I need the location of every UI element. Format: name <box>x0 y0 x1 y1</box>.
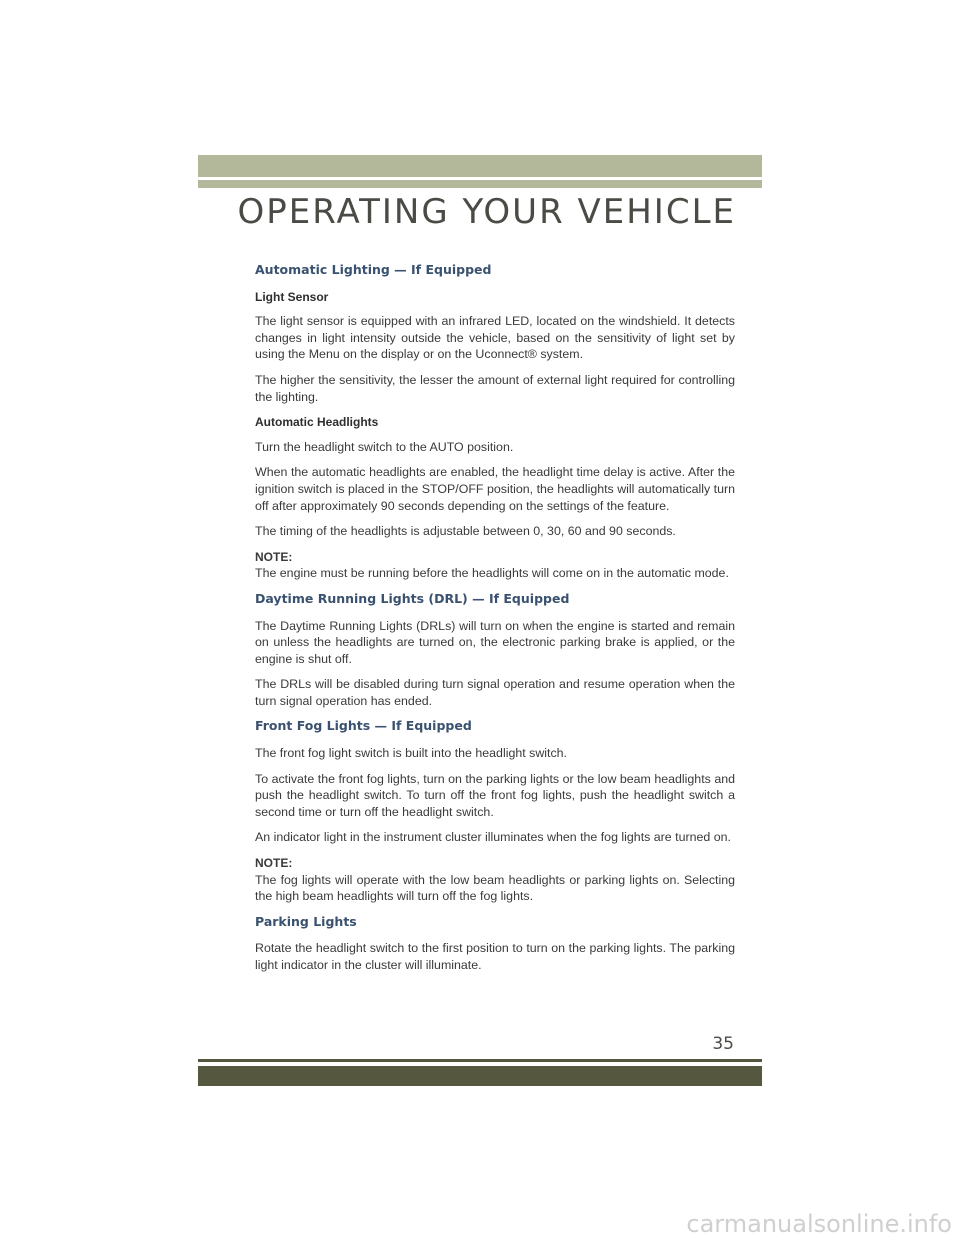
heading-drl: Daytime Running Lights (DRL) — If Equipped <box>255 590 570 606</box>
paragraph: When the automatic headlights are enabled, the headlight time delay is active. After the ignition switch is placed in the STOP/OFF position, the headlights will automatically turn off after approximately 90 seconds depending on the settings of the feature. <box>255 465 735 513</box>
note-text: The fog lights will operate with the low beam headlights or parking lights on. Selecting the high beam headlights will turn off the fog lights. <box>255 872 735 904</box>
subheading-light-sensor: Light Sensor <box>255 289 329 304</box>
note-block <box>255 855 735 905</box>
heading-automatic-lighting: Automatic Lighting — If Equipped <box>255 262 492 277</box>
watermark: carmanualsonline.info <box>686 1210 952 1238</box>
paragraph: The higher the sensitivity, the lesser the amount of external light required for controlling the lighting. <box>255 372 735 404</box>
note-label: NOTE: <box>255 856 293 871</box>
note-label: NOTE: <box>255 549 293 564</box>
header-band <box>198 155 762 177</box>
paragraph: An indicator light in the instrument cluster illuminates when the fog lights are turned on. <box>255 830 731 845</box>
note-block <box>255 549 735 582</box>
paragraph: The front fog light switch is built into the headlight switch. <box>255 746 567 761</box>
heading-front-fog-lights: Front Fog Lights — If Equipped <box>255 718 472 734</box>
paragraph: Turn the headlight switch to the AUTO position. <box>255 439 514 454</box>
page-content <box>255 262 735 983</box>
note-text: The engine must be running before the headlights will come on in the automatic mode. <box>255 566 729 581</box>
paragraph: The DRLs will be disabled during turn signal operation and resume operation when the turn signal operation has ended. <box>255 677 735 708</box>
paragraph: The Daytime Running Lights (DRLs) will turn on when the engine is started and remain on unless the headlights are turned on, the electronic parking brake is applied, or the engine is shut off. <box>255 618 735 666</box>
footer-rule <box>198 1059 762 1062</box>
heading-parking-lights: Parking Lights <box>255 913 357 929</box>
header-rule <box>198 180 762 188</box>
paragraph: To activate the front fog lights, turn on the parking lights or the low beam headlights and push the headlight switch. To turn off the front fog lights, push the headlight switch a second time or turn off the headlight switch. <box>255 771 735 819</box>
page-number: 35 <box>712 1034 734 1054</box>
page-section-title: OPERATING YOUR VEHICLE <box>237 192 736 232</box>
subheading-automatic-headlights: Automatic Headlights <box>255 415 379 430</box>
paragraph: Rotate the headlight switch to the first position to turn on the parking lights. The parking light indicator in the cluster will illuminate. <box>255 941 735 972</box>
footer-band <box>198 1066 762 1086</box>
paragraph: The timing of the headlights is adjustable between 0, 30, 60 and 90 seconds. <box>255 524 676 539</box>
paragraph: The light sensor is equipped with an infrared LED, located on the windshield. It detects changes in light intensity outside the vehicle, based on the sensitivity of light set by using the Menu on the display or on the Uconnect® system. <box>255 314 735 362</box>
